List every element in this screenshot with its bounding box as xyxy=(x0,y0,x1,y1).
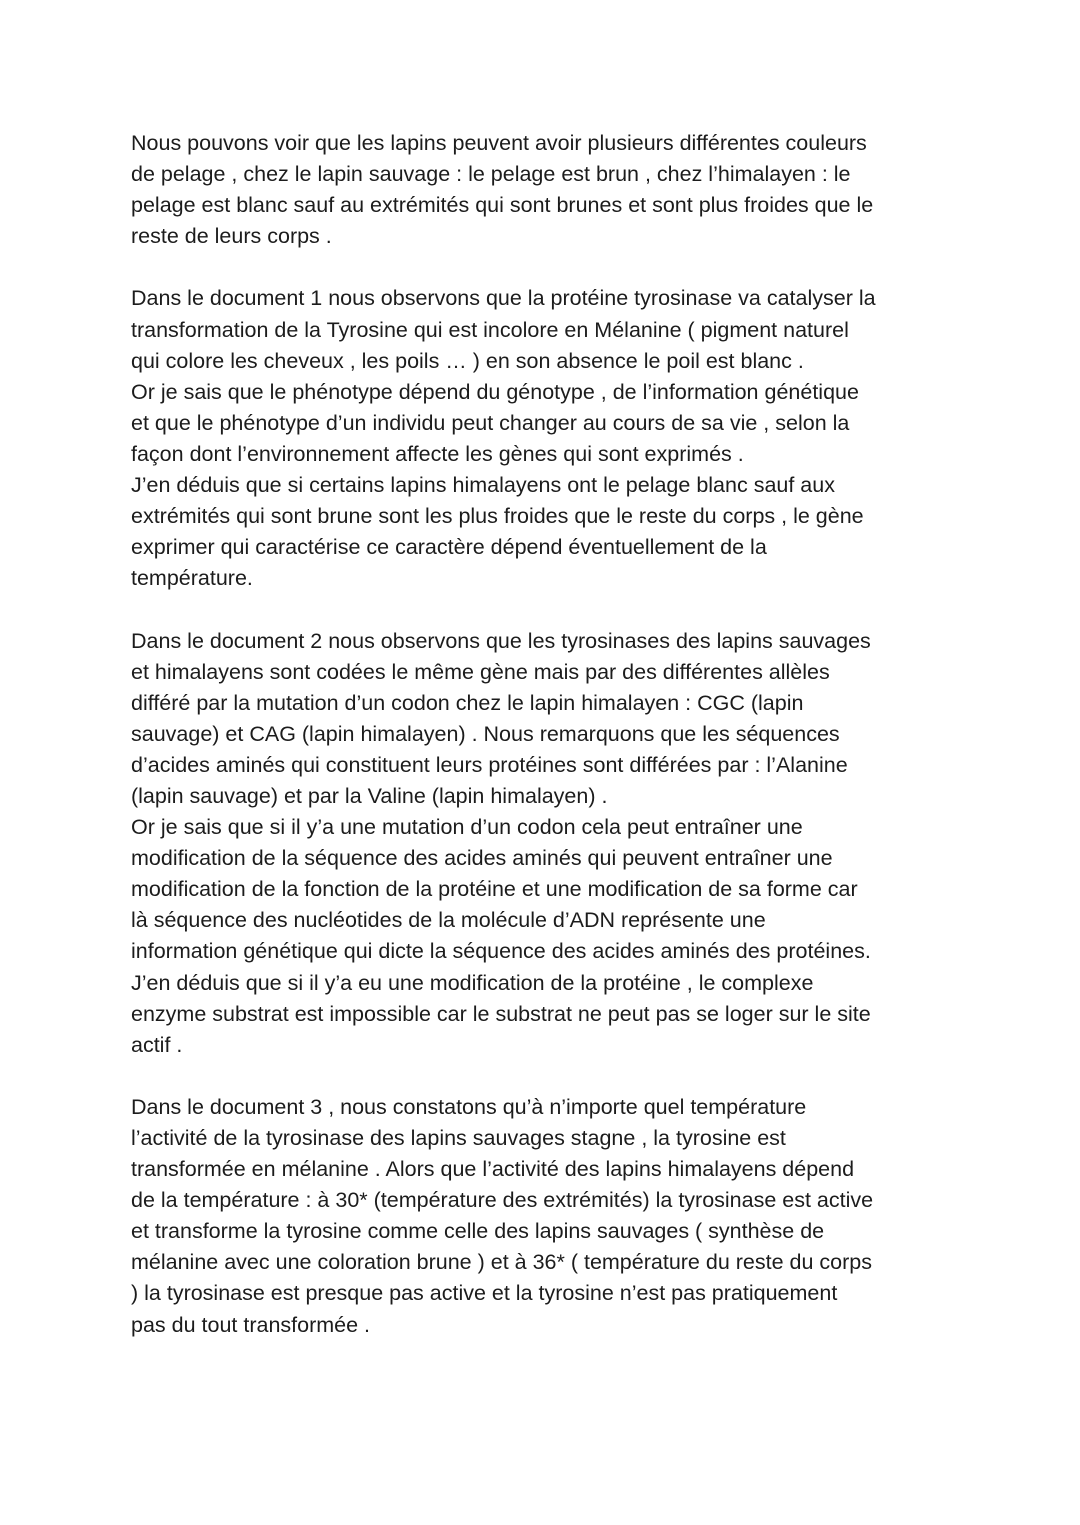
text-line: température. xyxy=(131,566,253,591)
paragraph-document-3 xyxy=(131,1092,951,1341)
text-line: extrémités qui sont brune sont les plus froides que le reste du corps , le gène xyxy=(131,504,864,529)
text-line: d’acides aminés qui constituent leurs protéines sont différées par : l’Alanine xyxy=(131,752,848,777)
text-line: exprimer qui caractérise ce caractère dépend éventuellement de la xyxy=(131,535,767,560)
text-line: mélanine avec une coloration brune ) et à 36* ( température du reste du corps xyxy=(131,1250,872,1275)
text-line: de la température : à 30* (température des extrémités) la tyrosinase est active xyxy=(131,1188,874,1213)
text-line: reste de leurs corps . xyxy=(131,224,332,249)
text-line: et himalayens sont codées le même gène mais par des différentes allèles xyxy=(131,659,830,684)
paragraph-spacer xyxy=(131,1061,951,1092)
text-line: J’en déduis que si il y’a eu une modification de la protéine , le complexe xyxy=(131,970,814,995)
text-line: Or je sais que le phénotype dépend du génotype , de l’information génétique xyxy=(131,379,859,404)
paragraph-spacer xyxy=(131,252,951,283)
text-line: de pelage , chez le lapin sauvage : le pelage est brun , chez l’himalayen : le xyxy=(131,162,851,187)
text-line: l’activité de la tyrosinase des lapins sauvages stagne , la tyrosine est xyxy=(131,1126,786,1150)
paragraph-intro xyxy=(131,128,951,252)
text-line: Nous pouvons voir que les lapins peuvent avoir plusieurs différentes couleurs xyxy=(131,131,867,155)
document-body xyxy=(131,128,951,1341)
text-line: sauvage) et CAG (lapin himalayen) . Nous remarquons que les séquences xyxy=(131,721,840,746)
paragraph-document-2 xyxy=(131,626,951,1061)
text-line: enzyme substrat est impossible car le substrat ne peut pas se loger sur le site xyxy=(131,1001,871,1026)
text-line: Dans le document 3 , nous constatons qu’à n’importe quel température xyxy=(131,1094,807,1119)
text-line: et que le phénotype d’un individu peut changer au cours de sa vie , selon la xyxy=(131,410,850,435)
text-line: Or je sais que si il y’a une mutation d’un codon cela peut entraîner une xyxy=(131,815,803,840)
paragraph-document-1 xyxy=(131,283,951,594)
text-line: actif . xyxy=(131,1032,183,1057)
text-line: Dans le document 2 nous observons que les tyrosinases des lapins sauvages xyxy=(131,628,871,653)
text-line: ) la tyrosinase est presque pas active et la tyrosine n’est pas pratiquement xyxy=(131,1281,838,1306)
paragraph-spacer xyxy=(131,594,951,625)
text-line: modification de la séquence des acides aminés qui peuvent entraîner une xyxy=(131,846,833,871)
text-line: façon dont l’environnement affecte les gènes qui sont exprimés . xyxy=(131,441,744,466)
text-line: information génétique qui dicte la séquence des acides aminés des protéines. xyxy=(131,939,871,964)
text-line: pelage est blanc sauf au extrémités qui sont brunes et sont plus froides que le xyxy=(131,193,874,218)
text-line: transformation de la Tyrosine qui est incolore en Mélanine ( pigment naturel xyxy=(131,317,849,342)
text-line: modification de la fonction de la protéine et une modification de sa forme car xyxy=(131,877,858,902)
text-line: (lapin sauvage) et par la Valine (lapin himalayen) . xyxy=(131,783,608,808)
text-line: transformée en mélanine . Alors que l’activité des lapins himalayens dépend xyxy=(131,1157,855,1182)
text-line: là séquence des nucléotides de la molécule d’ADN représente une xyxy=(131,908,766,933)
text-line: pas du tout transformée . xyxy=(131,1312,371,1337)
text-line: différé par la mutation d’un codon chez le lapin himalayen : CGC (lapin xyxy=(131,690,804,715)
text-line: qui colore les cheveux , les poils … ) en son absence le poil est blanc . xyxy=(131,348,804,373)
text-line: Dans le document 1 nous observons que la protéine tyrosinase va catalyser la xyxy=(131,286,876,311)
text-line: J’en déduis que si certains lapins himalayens ont le pelage blanc sauf aux xyxy=(131,473,835,498)
text-line: et transforme la tyrosine comme celle des lapins sauvages ( synthèse de xyxy=(131,1219,825,1244)
